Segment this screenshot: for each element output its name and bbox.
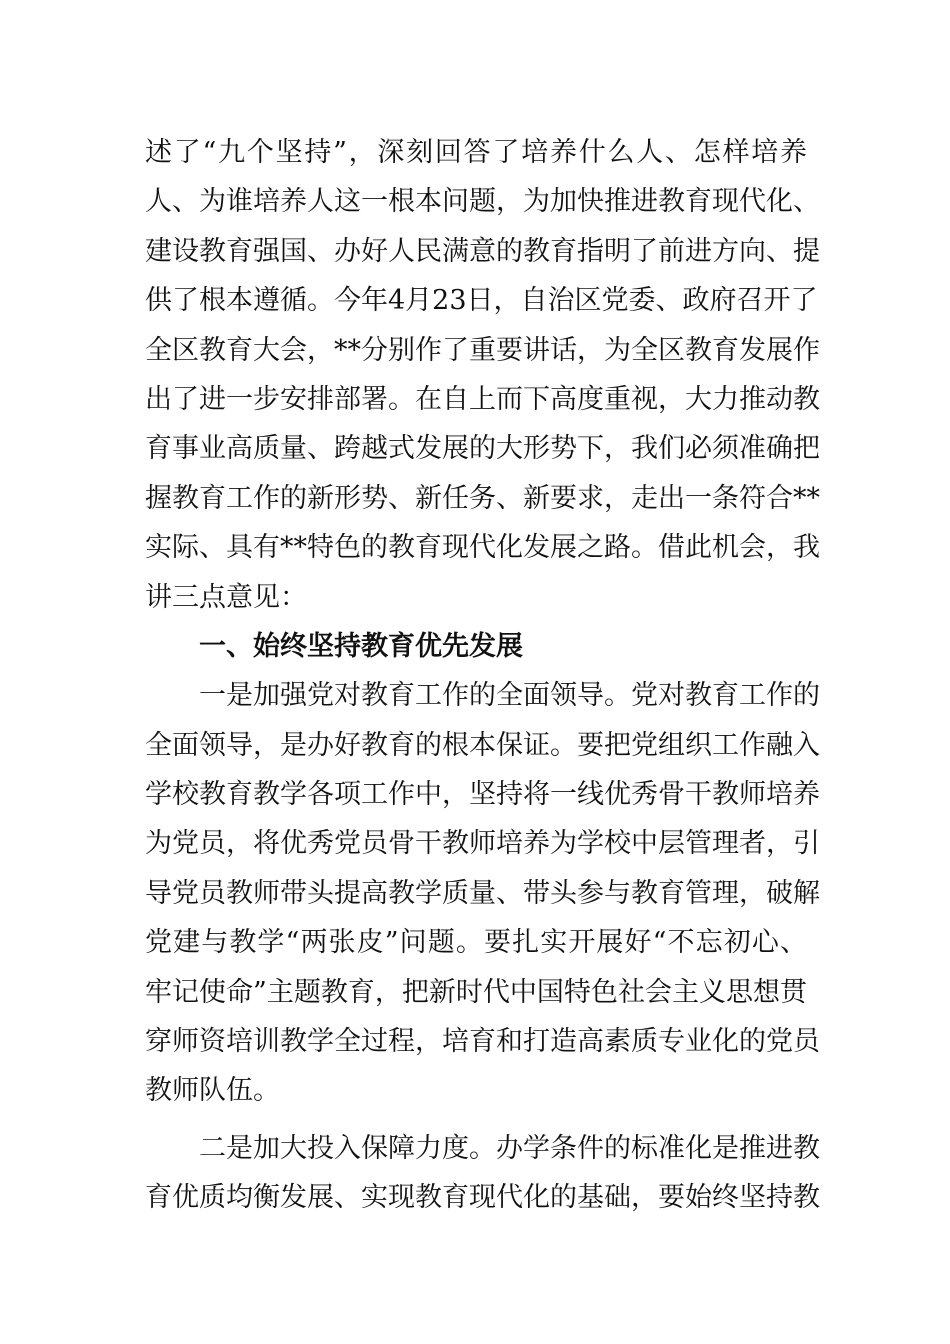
text-line: 为党员，将优秀党员骨干教师培养为学校中层管理者，引 xyxy=(145,828,820,860)
text-line: 导党员教师带头提高教学质量、带头参与教育管理，破解 xyxy=(145,877,820,909)
text-line: 学校教育教学各项工作中，坚持将一线优秀骨干教师培养 xyxy=(145,779,820,811)
paragraph-spacer xyxy=(145,1116,807,1124)
document-body xyxy=(145,128,820,1223)
text-line: 握教育工作的新形势、新任务、新要求，走出一条符合** xyxy=(145,482,820,514)
text-line: 建设教育强国、办好人民满意的教育指明了前进方向、提 xyxy=(145,235,820,267)
text-line: 育事业高质量、跨越式发展的大形势下，我们必须准确把 xyxy=(145,433,820,465)
text-line: 全面领导，是办好教育的根本保证。要把党组织工作融入 xyxy=(145,729,820,761)
text-line: 出了进一步安排部署。在自上而下高度重视，大力推动教 xyxy=(145,383,820,415)
text-line: 育优质均衡发展、实现教育现代化的基础，要始终坚持教 xyxy=(145,1182,820,1214)
text-line: 实际、具有**特色的教育现代化发展之路。借此机会，我 xyxy=(145,532,820,564)
section-heading: 一、始终坚持教育优先发展 xyxy=(199,630,523,662)
text-line: 供了根本遵循。今年4月23日，自治区党委、政府召开了 xyxy=(145,285,818,317)
text-line: 牢记使命”主题教育，把新时代中国特色社会主义思想贯 xyxy=(145,976,807,1008)
text-line: 党建与教学“两张皮”问题。要扎实开展好“不忘初心、 xyxy=(145,927,807,959)
text-line: 讲三点意见： xyxy=(145,581,307,613)
intro-paragraph xyxy=(145,128,820,622)
text-line: 述了“九个坚持”，深刻回答了培养什么人、怎样培养 xyxy=(145,137,807,168)
text-line: 教师队伍。 xyxy=(145,1075,280,1107)
text-line: 二是加大投入保障力度。办学条件的标准化是推进教 xyxy=(199,1132,820,1164)
text-line: 人、为谁培养人这一根本问题，为加快推进教育现代化、 xyxy=(145,186,820,218)
text-line: 全区教育大会，**分别作了重要讲话，为全区教育发展作 xyxy=(145,334,820,366)
paragraph-investment xyxy=(145,1124,820,1223)
paragraph-party-leadership xyxy=(145,671,820,1116)
text-line: 一是加强党对教育工作的全面领导。党对教育工作的 xyxy=(199,680,820,712)
text-line: 穿师资培训教学全过程，培育和打造高素质专业化的党员 xyxy=(145,1026,820,1058)
